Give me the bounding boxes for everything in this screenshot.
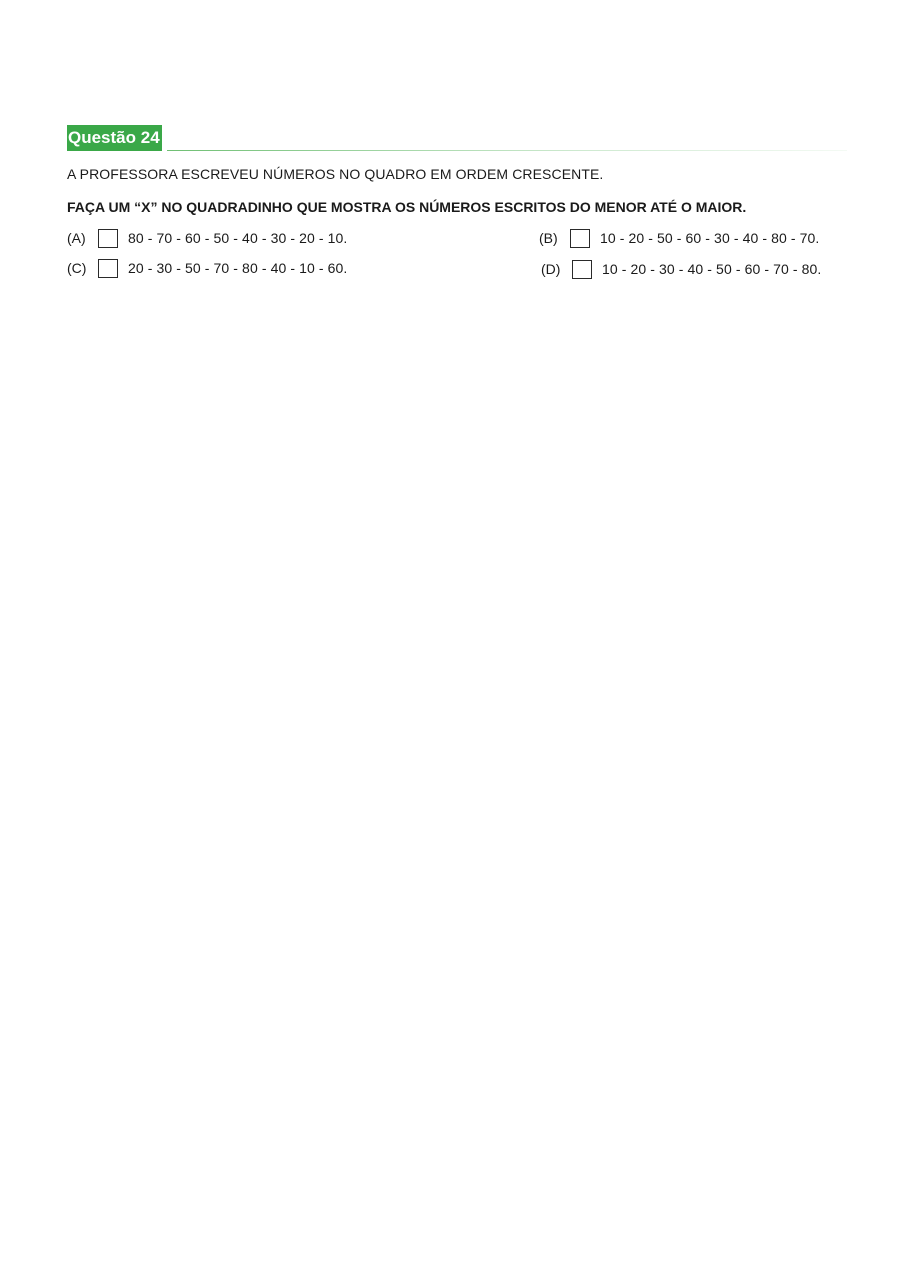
answer-options — [67, 228, 847, 288]
option-d-letter: (D) — [541, 261, 561, 277]
option-d-text: 10 - 20 - 30 - 40 - 50 - 60 - 70 - 80. — [602, 261, 822, 277]
option-b-checkbox[interactable] — [570, 229, 590, 248]
option-a-checkbox[interactable] — [98, 229, 118, 248]
option-d-checkbox[interactable] — [572, 260, 592, 279]
header-rule — [167, 150, 847, 151]
option-b — [539, 228, 819, 248]
option-a-text: 80 - 70 - 60 - 50 - 40 - 30 - 20 - 10. — [128, 230, 348, 246]
question-title: Questão 24 — [67, 125, 162, 151]
option-b-letter: (B) — [539, 230, 558, 246]
option-c-text: 20 - 30 - 50 - 70 - 80 - 40 - 10 - 60. — [128, 260, 348, 276]
option-c-letter: (C) — [67, 260, 87, 276]
option-a-letter: (A) — [67, 230, 86, 246]
option-d — [541, 259, 821, 279]
option-b-text: 10 - 20 - 50 - 60 - 30 - 40 - 80 - 70. — [600, 230, 820, 246]
question-block — [67, 125, 847, 288]
option-c-checkbox[interactable] — [98, 259, 118, 278]
question-statement: A PROFESSORA ESCREVEU NÚMEROS NO QUADRO EM ORDEM CRESCENTE. — [67, 166, 604, 182]
option-c — [67, 258, 347, 278]
option-a — [67, 228, 347, 248]
question-header — [67, 125, 847, 151]
question-instruction: FAÇA UM “X” NO QUADRADINHO QUE MOSTRA OS NÚMEROS ESCRITOS DO MENOR ATÉ O MAIOR. — [67, 199, 747, 215]
